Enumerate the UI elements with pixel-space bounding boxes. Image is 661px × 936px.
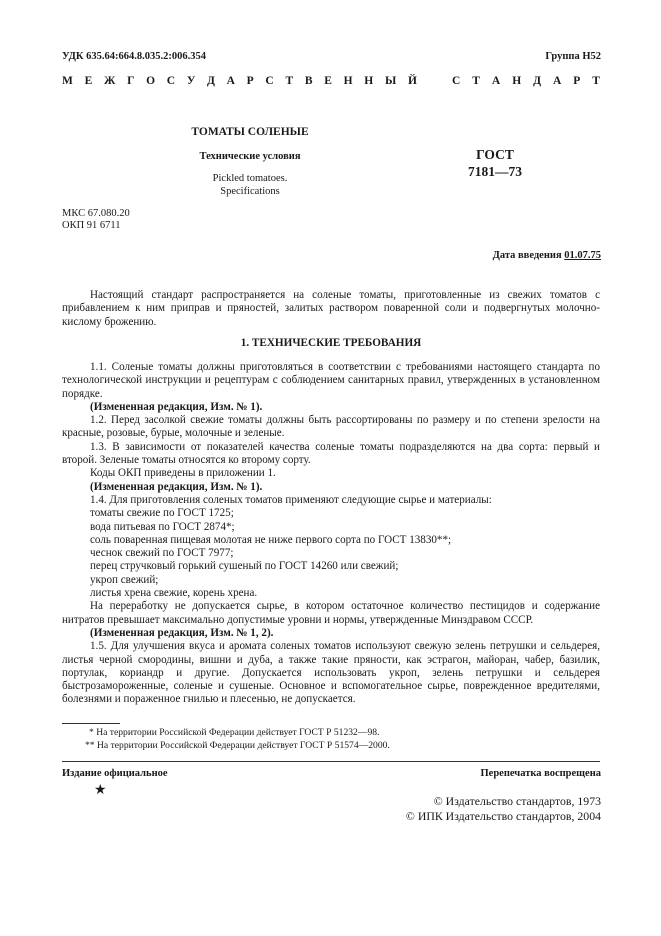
copyright-1973: © Издательство стандартов, 1973 <box>433 794 601 808</box>
body-paragraph: перец стручковый горький сушеный по ГОСТ 14260 или свежий; <box>90 560 399 573</box>
intro-date-value: 01.07.75 <box>564 250 601 261</box>
footnote-divider <box>62 723 120 724</box>
banner-word-interstate <box>62 75 417 87</box>
okp-code: ОКП 91 6711 <box>62 220 121 231</box>
intro-date-label: Дата введения <box>492 250 562 261</box>
body-paragraph: 1.4. Для приготовления соленых томатов применяют следующие сырье и материалы: <box>90 493 492 506</box>
banner-letter: С <box>452 75 461 87</box>
english-title-line2: Specifications <box>220 186 280 197</box>
body-paragraph: 1.1. Соленые томаты должны приготовляться в соответствии с требованиями настоящего стандарта по технологической инструкции и рецептурам с соблюдением санитарных правил, утвержденных в установленном порядке. <box>62 361 600 400</box>
body-paragraph: томаты свежие по ГОСТ 1725; <box>90 507 234 520</box>
banner-letter: С <box>265 75 274 87</box>
document-subtitle: Технические условия <box>199 151 301 162</box>
footnote-1: * На территории Российской Федерации действует ГОСТ Р 51232—98. <box>89 727 380 738</box>
banner-letter: Д <box>533 75 542 87</box>
banner-letter: Й <box>407 75 417 87</box>
banner-letter: Н <box>512 75 522 87</box>
footnotes <box>62 727 600 752</box>
banner-letter: Ж <box>103 75 116 87</box>
banner-letter: Е <box>84 75 93 87</box>
banner-letter: М <box>62 75 73 87</box>
banner-letter: У <box>186 75 196 87</box>
body-paragraph: Коды ОКП приведены в приложении 1. <box>90 467 276 480</box>
star-icon: ★ <box>94 783 107 798</box>
document-title: ТОМАТЫ СОЛЕНЫЕ <box>191 126 309 138</box>
body-paragraph: На переработку не допускается сырье, в котором остаточное количество пестицидов и содержание нитратов превышает максимально допустимые уровни и нормы, утвержденные Минздравом СССР. <box>62 600 600 626</box>
banner-letter: Т <box>472 75 480 87</box>
banner-letter: Е <box>324 75 332 87</box>
banner-letter: А <box>553 75 562 87</box>
preamble <box>62 289 600 329</box>
banner-letter: Ы <box>384 75 397 87</box>
body-paragraph: листья хрена свежие, корень хрена. <box>90 587 258 600</box>
standard-banner <box>62 75 600 87</box>
amendment-note: (Измененная редакция, Изм. № 1, 2). <box>90 626 274 639</box>
gost-number <box>445 146 545 180</box>
body-paragraph: 1.3. В зависимости от показателей качества соленые томаты подразделяются на два сорта: первый и второй. Зеленые томаты относятся ко второму сорту. <box>62 440 600 467</box>
body-paragraph: укроп свежий; <box>90 573 159 586</box>
english-title <box>120 172 380 198</box>
banner-letter: Т <box>285 75 294 87</box>
banner-letter: Г <box>127 75 135 87</box>
gost-code: 7181—73 <box>468 164 522 179</box>
banner-letter: А <box>226 75 235 87</box>
official-edition-label: Издание официальное <box>62 768 168 779</box>
banner-letter: В <box>304 75 313 87</box>
group-code: Группа Н52 <box>545 51 601 62</box>
banner-word-standard <box>452 75 600 87</box>
body-paragraph: 1.5. Для улучшения вкуса и аромата соленых томатов используют свежую зелень петрушки и сельдерея, листья черной смородины, вишни и дуба, а также такие пряности, как эстрагон, майоран, чабер, базилик, портулак, кориандр и другие. Допускается использовать укроп, зелень петрушки и сельдерея быстрозамороженные, соленые и сушеные. Основное и вспомогательное сырье, поврежденное вредителями, болезнями и пораженное гнилью и плесенью, не допускается. <box>62 640 600 706</box>
banner-letter: Т <box>592 75 600 87</box>
banner-letter: Р <box>246 75 254 87</box>
banner-letter: Н <box>364 75 374 87</box>
preamble-text: Настоящий стандарт распространяется на соленые томаты, приготовленные из свежих томатов с прибавлением к ним приправ и пряностей, залитых раствором поваренной соли и подвергнутых молочно-кислому брожению. <box>62 289 600 328</box>
banner-letter: О <box>146 75 156 87</box>
requirements-body <box>62 361 600 707</box>
banner-letter: С <box>166 75 176 87</box>
banner-letter: А <box>491 75 501 87</box>
banner-letter: Д <box>206 75 215 87</box>
body-paragraph: соль поваренная пищевая молотая не ниже первого сорта по ГОСТ 13830**; <box>90 533 452 546</box>
banner-letter: Н <box>343 75 353 87</box>
mks-code: МКС 67.080.20 <box>62 208 130 219</box>
footnote-2: ** На территории Российской Федерации действует ГОСТ Р 51574—2000. <box>85 739 390 751</box>
reprint-prohibited-label: Перепечатка воспрещена <box>480 768 601 779</box>
footer-divider <box>62 761 600 762</box>
amendment-note: (Измененная редакция, Изм. № 1). <box>90 400 263 413</box>
body-paragraph: вода питьевая по ГОСТ 2874*; <box>90 520 235 533</box>
body-paragraph: 1.2. Перед засолкой свежие томаты должны быть рассортированы по размеру и по степени зрелости на красные, розовые, бурые, молочные и зеленые. <box>62 414 600 440</box>
amendment-note: (Измененная редакция, Изм. № 1). <box>90 480 263 493</box>
body-paragraph: чеснок свежий по ГОСТ 7977; <box>90 547 234 560</box>
gost-label: ГОСТ <box>476 147 514 162</box>
copyright-2004: © ИПК Издательство стандартов, 2004 <box>405 809 601 823</box>
english-title-line1: Pickled tomatoes. <box>212 173 288 184</box>
section-heading: 1. ТЕХНИЧЕСКИЕ ТРЕБОВАНИЯ <box>240 337 422 349</box>
udk-code: УДК 635.64:664.8.035.2:006.354 <box>62 51 206 62</box>
classification-codes <box>62 208 130 232</box>
introduction-date <box>493 250 601 261</box>
banner-letter: Р <box>573 75 581 87</box>
